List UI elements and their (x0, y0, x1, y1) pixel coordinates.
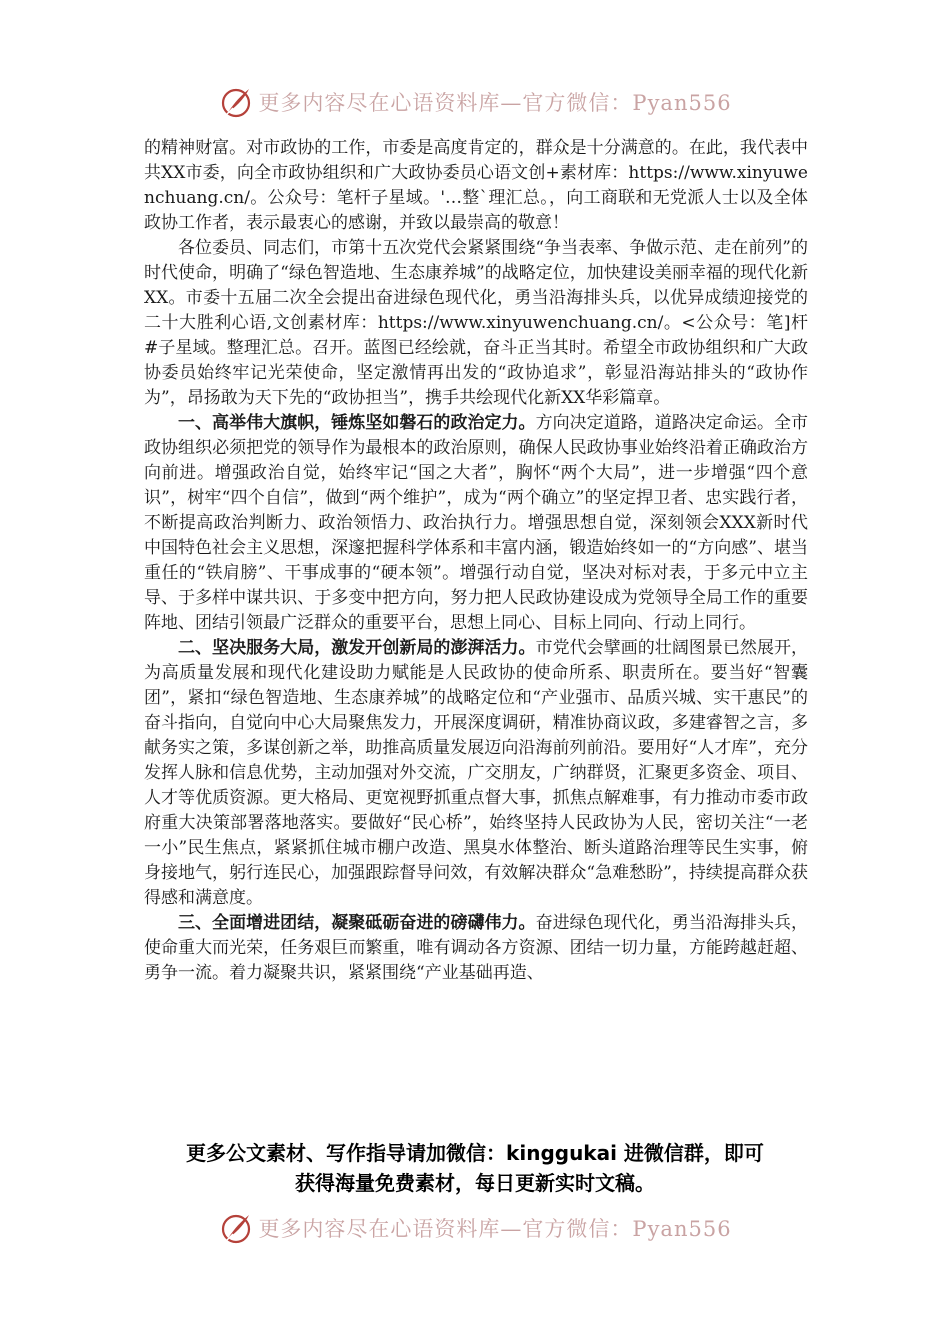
promo-notice (100, 1138, 850, 1198)
paragraph-text: 的精神财富。对市政协的工作，市委是高度肯定的，群众是十分满意的。在此，我代表中共XX市委，向全市政协组织和广大政协委员心语文创+素材库：https://www.xinyuwenchuang.cn/。公众号：笔杆子星域。'…整`理汇总。，向工商联和无党派人士以及全体政协工作者，表示最衷心的感谢，并致以最崇高的敬意！ (144, 138, 808, 233)
document-body (144, 136, 808, 986)
paragraph (144, 136, 808, 236)
paragraph (144, 636, 808, 911)
footer-watermark-banner (0, 1208, 950, 1248)
section-heading: 二、坚决服务大局，激发开创新局的澎湃活力。 (178, 638, 536, 658)
paragraph-text: 各位委员、同志们，市第十五次党代会紧紧围绕“争当表率、争做示范、走在前列”的时代使命，明确了“绿色智造地、生态康养城”的战略定位，加快建设美丽幸福的现代化新XX。市委十五届二次全会提出奋进绿色现代化，勇当沿海排头兵，以优异成绩迎接党的二十大胜利心语,文创素材库：https://www.xinyuwenchuang.cn/。<公众号：笔]杆#子星域。整理汇总。召开。蓝图已经绘就，奋斗正当其时。希望全市政协组织和广大政协委员始终牢记光荣使命，坚定激情再出发的“政协追求”，彰显沿海站排头的“政协作为”，昂扬敢为天下先的“政协担当”，携手共绘现代化新XX华彩篇章。 (144, 238, 808, 408)
paragraph-text: 市党代会擘画的壮阔图景已然展开，为高质量发展和现代化建设助力赋能是人民政协的使命所系、职责所在。要当好“智囊团”，紧扣“绿色智造地、生态康养城”的战略定位和“产业强市、品质兴城、实干惠民”的奋斗指向，自觉向中心大局聚焦发力，开展深度调研，精准协商议政，多建睿智之言，多献务实之策，多谋创新之举，助推高质量发展迈向沿海前列前沿。要用好“人才库”，充分发挥人脉和信息优势，主动加强对外交流，广交朋友，广纳群贤，汇聚更多资金、项目、人才等优质资源。更大格局、更宽视野抓重点督大事，抓焦点解难事，有力推动市委市政府重大决策部署落地落实。要做好“民心桥”，始终坚持人民政协为人民，密切关注“一老一小”民生焦点，紧紧抓住城市棚户改造、黑臭水体整治、断头道路治理等民生实事，俯身接地气，躬行连民心，加强跟踪督导问效，有效解决群众“急难愁盼”，持续提高群众获得感和满意度。 (144, 638, 809, 908)
watermark-text: 更多内容尽在心语资料库—官方微信：Pyan556 (258, 91, 732, 115)
watermark-text: 更多内容尽在心语资料库—官方微信：Pyan556 (258, 1217, 732, 1241)
header-watermark-banner (0, 82, 950, 122)
promo-line: 获得海量免费素材，每日更新实时文稿。 (295, 1171, 655, 1195)
paragraph (144, 236, 808, 411)
promo-line: 更多公文素材、写作指导请加微信：kinggukai 进微信群，即可 (186, 1141, 764, 1165)
quill-logo-icon (218, 84, 254, 120)
paragraph-text: 奋进绿色现代化，勇当沿海排头兵，使命重大而光荣，任务艰巨而繁重，唯有调动各方资源、团结一切力量，方能跨越赶超、勇争一流。着力凝聚共识，紧紧围绕“产业基础再造、 (144, 913, 809, 983)
paragraph (144, 411, 808, 636)
section-heading: 一、高举伟大旗帜，锤炼坚如磐石的政治定力。 (178, 413, 536, 433)
paragraph-text: 方向决定道路，道路决定命运。全市政协组织必须把党的领导作为最根本的政治原则，确保人民政协事业始终沿着正确政治方向前进。增强政治自觉，始终牢记“国之大者”，胸怀“两个大局”，进一步增强“四个意识”，树牢“四个自信”，做到“两个维护”，成为“两个确立”的坚定捍卫者、忠实践行者，不断提高政治判断力、政治领悟力、政治执行力。增强思想自觉，深刻领会XXX新时代中国特色社会主义思想，深邃把握科学体系和丰富内涵，锻造始终如一的“方向感”、堪当重任的“铁肩膀”、干事成事的“硬本领”。增强行动自觉，坚决对标对表，于多元中立主导、于多样中谋共识、于多变中把方向，努力把人民政协建设成为党领导全局工作的重要阵地、团结引领最广泛群众的重要平台，思想上同心、目标上同向、行动上同行。 (144, 413, 809, 633)
paragraph (144, 911, 808, 986)
quill-logo-icon (218, 1210, 254, 1246)
section-heading: 三、全面增进团结，凝聚砥砺奋进的磅礴伟力。 (178, 913, 536, 933)
